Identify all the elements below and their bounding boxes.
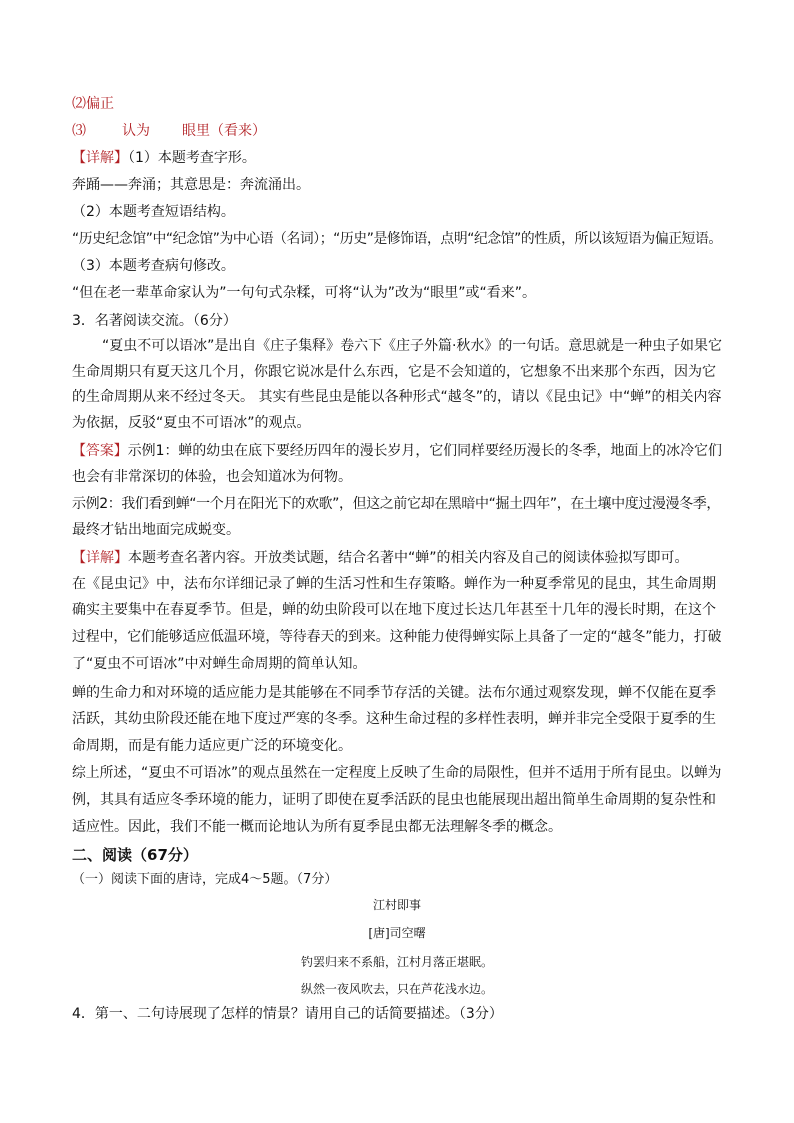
answer-tag: 【答案】 [72,443,128,459]
question-3-para-2: 生命周期只有夏天这几个月，你跟它说冰是什么东西，它是不会知道的，它想象不出来那个东西，因为它 [72,364,716,380]
explain-line-2: 在《昆虫记》中，法布尔详细记录了蝉的生活习性和生存策略。蝉作为一种夏季常见的昆虫，其生命周期 [72,576,716,592]
answer-3-blank-b: 眼里（看来） [182,123,266,139]
explain-line-8: 命周期，而是有能力适应更广泛的环境变化。 [72,738,352,754]
explain-text: 本题考查名著内容。开放类试题，结合名著中“蝉”的相关内容及自己的阅读体验拟写即可。 [128,550,689,566]
explain-line-7: 活跃，其幼虫阶段还能在地下度过严寒的冬季。这种生命过程的多样性表明，蝉并非完全受限于夏季的生 [72,711,716,727]
poem-line-2: 纵然一夜风吹去，只在芦花浅水边。 [300,982,493,996]
question-3-para-3: 的生命周期从来不经过冬天。 其实有些昆虫是能以各种形式“越冬”的，请以《昆虫记》中“蝉”的相关内容 [72,389,722,405]
detail-line-6: “但在老一辈革命家认为”一句句式杂糅，可将“认为”改为“眼里”或“看来”。 [72,285,537,301]
question-3-para-1: “夏虫不可以语冰”是出自《庄子集释》卷六下《庄子外篇·秋水》的一句话。意思就是一种虫子如果它 [102,338,722,354]
answer-line-4: 最终才钻出地面完成蜕变。 [72,522,240,538]
answer-3-line [72,121,266,141]
detail-line-2: 奔踊——奔涌；其意思是：奔流涌出。 [72,177,310,193]
detail-line-1 [72,148,256,168]
detail-line-4: “历史纪念馆”中“纪念馆”为中心语（名词）；“历史”是修饰语，点明“纪念馆”的性质，所以该短语为偏正短语。 [72,231,722,247]
explain-line-6: 蝉的生命力和对环境的适应能力是其能够在不同季节存活的关键。法布尔通过观察发现，蝉不仅能在夏季 [72,685,716,701]
answer-3-number: ⑶ [72,123,86,139]
poem-title: 江村即事 [372,898,421,912]
answer-text: 示例1：蝉的幼虫在底下要经历四年的漫长岁月，它们同样要经历漫长的冬季，地面上的冰冷它们 [127,443,722,459]
answer-3-blank-a: 认为 [122,123,150,139]
poem-line-1: 钓罢归来不系船，江村月落正堪眠。 [300,955,493,969]
section-2-1-instruction: （一）阅读下面的唐诗，完成4～5题。（7分） [72,872,338,887]
detail-text: （1）本题考查字形。 [128,150,256,166]
explain-line-3: 确实主要集中在春夏季节。但是，蝉的幼虫阶段可以在地下度过长达几年甚至十几年的漫长时期，在这个 [72,602,716,618]
explain-line-4: 过程中，它们能够适应低温环境，等待春天的到来。这种能力使得蝉实际上具备了一定的“越冬”能力，打破 [72,629,722,645]
question-3-title: 3．名著阅读交流。（6分） [72,313,237,329]
detail-line-5: （3）本题考查病句修改。 [72,258,235,274]
explain-line-5: 了“夏虫不可语冰”中对蝉生命周期的简单认知。 [72,656,367,672]
explain-tag: 【详解】 [72,550,128,566]
detail-tag: 【详解】 [72,150,128,166]
answer-line-3: 示例2：我们看到蝉“一个月在阳光下的欢歌”，但这之前它却在黑暗中“掘土四年”，在土壤中度过漫漫冬季， [72,496,720,512]
poem-author: [唐]司空曙 [368,926,426,940]
explain-line-9: 综上所述，“夏虫不可语冰”的观点虽然在一定程度上反映了生命的局限性，但并不适用于所有昆虫。以蝉为 [72,765,722,781]
answer-line-1 [72,441,722,461]
section-2-heading: 二、阅读（67分） [72,846,198,864]
question-3-para-4: 为依据，反驳“夏虫不可语冰”的观点。 [72,415,311,431]
answer-line-2: 也会有非常深切的体验，也会知道冰为何物。 [72,469,352,485]
explain-line-1 [72,548,689,568]
explain-line-10: 例，其具有适应冬季环境的能力，证明了即使在夏季活跃的昆虫也能展现出超出简单生命周期的复杂性和 [72,792,716,808]
question-4: 4．第一、二句诗展现了怎样的情景？请用自己的话简要描述。（3分） [72,1006,503,1022]
detail-line-3: （2）本题考查短语结构。 [72,204,235,220]
explain-line-11: 适应性。因此，我们不能一概而论地认为所有夏季昆虫都无法理解冬季的概念。 [72,819,562,835]
answer-2-line: ⑵偏正 [72,96,114,112]
